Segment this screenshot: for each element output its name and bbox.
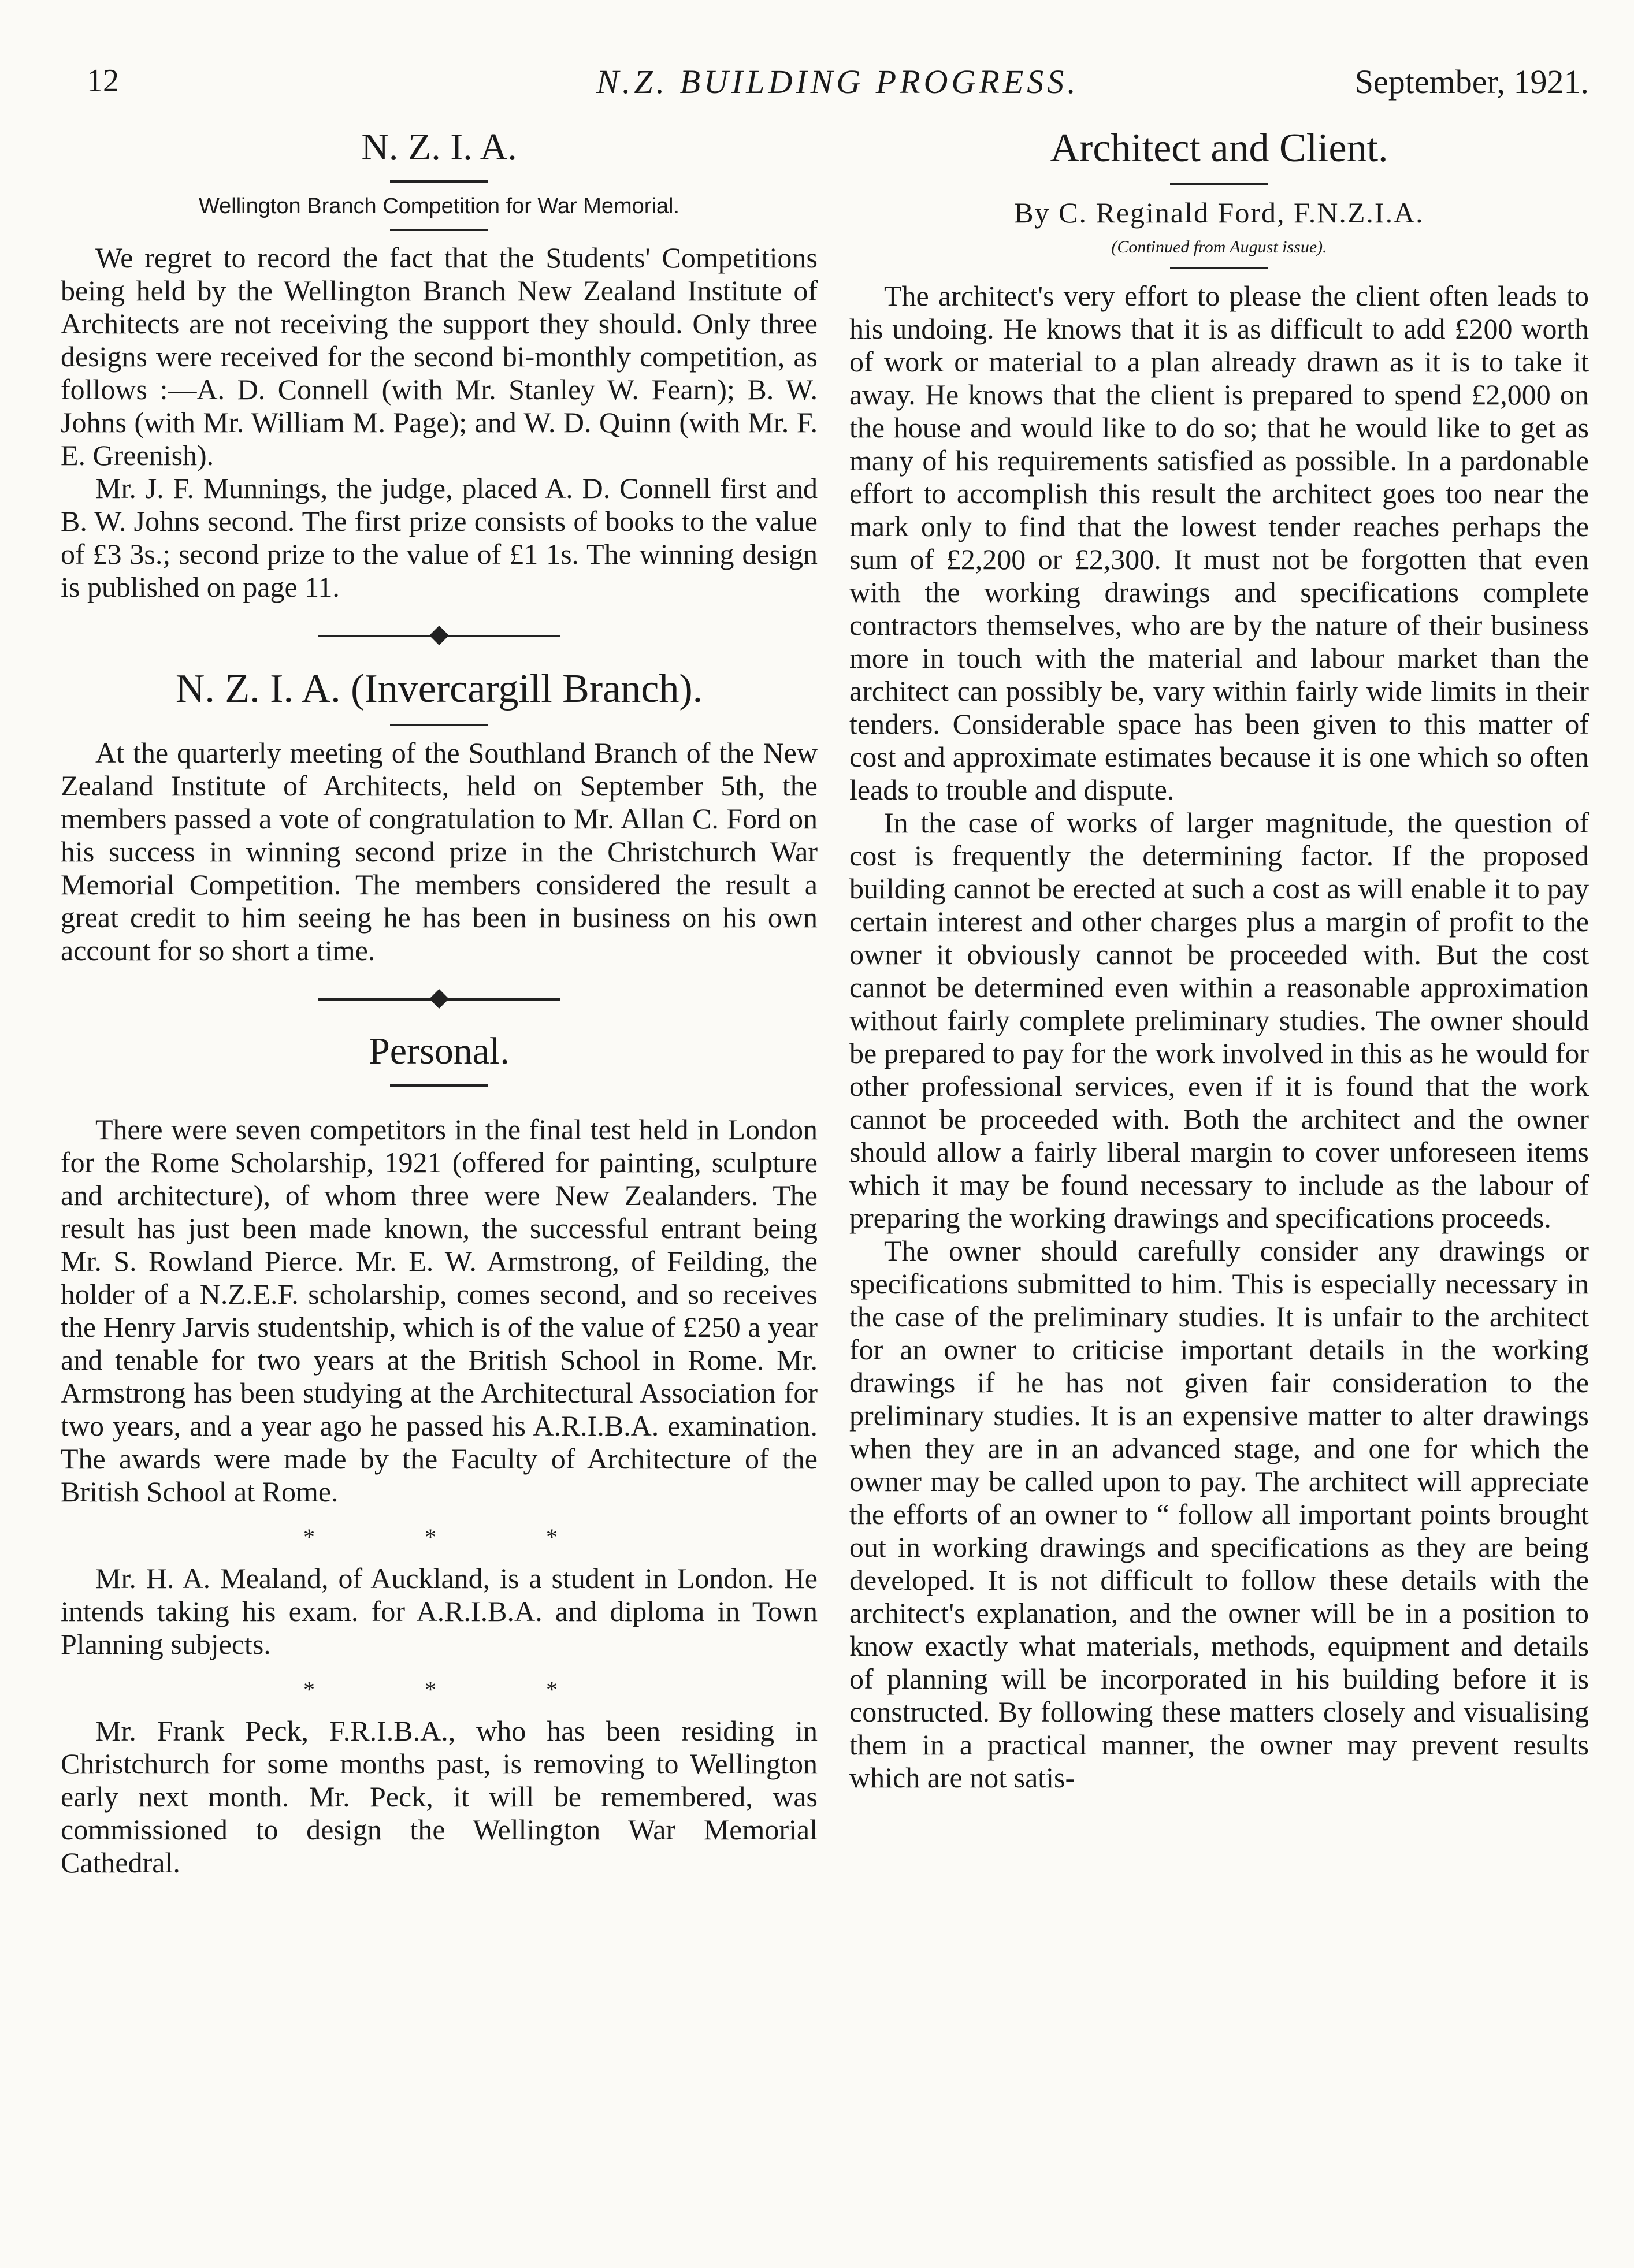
section-divider bbox=[318, 988, 560, 1011]
article-paragraph: In the case of works of larger magnitude, the question of cost is frequently the determining factor. If the proposed building cannot be erected at such a cost as will enable it to pay certain interest and other charges plus a margin of profit to the owner it obviously cannot be proceeded with. But the cost cannot be determined even within a reasonable approximation without fairly complete preliminary studies. The owner should be prepared to pay for the work involved in this as he would for other professional services, even if it is found that the work cannot be proceeded with. Both the architect and the owner should allow a fairly liberal margin to cover unforeseen items which it may be found necessary to include as the labour of preparing the working drawings and specifications proceeds. bbox=[849, 806, 1589, 1234]
heading-rule bbox=[390, 1084, 488, 1087]
publication-title: N.Z. BUILDING PROGRESS. bbox=[596, 63, 1079, 101]
article-paragraph: Mr. J. F. Munnings, the judge, placed A. D. Connell first and B. W. Johns second. The first prize consists of books to the value of £3 3s.; second prize to the value of £1 1s. The winning design is published on page 11. bbox=[61, 472, 818, 604]
article-title: Architect and Client. bbox=[1050, 126, 1388, 170]
heading-rule bbox=[1170, 183, 1268, 185]
continued-note: (Continued from August issue). bbox=[1111, 237, 1327, 256]
heading-rule bbox=[390, 180, 488, 183]
page-header bbox=[87, 62, 1589, 114]
personal-heading: Personal. bbox=[369, 1030, 510, 1073]
article-paragraph: The architect's very effort to please the client often leads to his undoing. He knows that it is as difficult to add £200 worth of work or material to a plan already drawn as it is to take it away. He knows that the client is prepared to spend £2,000 on the house and would like to do so; that he would like to get as many of his requirements satisfied as possible. In a pardonable effort to accomplish this result the architect goes too near the mark only to find that the lowest tender reaches perhaps the sum of £2,200 or £2,300. It must not be forgotten that even with the working drawings and specifications complete contractors themselves, who are by the nature of their business more in touch with the material and labour market than the architect can possibly be, vary within fairly wide limits in their tenders. Considerable space has been given to this matter of cost and approximate estimates because it is one which so often leads to trouble and dispute. bbox=[849, 280, 1589, 806]
diamond-ornament-icon bbox=[429, 989, 449, 1009]
article-paragraph: Mr. H. A. Mealand, of Auckland, is a student in London. He intends taking his exam. for A.R.I.B.A. and diploma in Town Planning subjects. bbox=[61, 1562, 818, 1661]
invercargill-heading: N. Z. I. A. (Invercargill Branch). bbox=[175, 667, 703, 712]
article-paragraph: Mr. Frank Peck, F.R.I.B.A., who has been residing in Christchurch for some months past, is removing to Wellington early next month. Mr. Peck, it will be remembered, was commissioned to design the Wellington War Memorial Cathedral. bbox=[61, 1715, 818, 1879]
right-column bbox=[849, 124, 1589, 1794]
heading-rule bbox=[1170, 267, 1268, 269]
nzia-section bbox=[61, 124, 818, 604]
article-paragraph: At the quarterly meeting of the Southland Branch of the New Zealand Institute of Architects, held on September 5th, the members passed a vote of congratulation to Mr. Allan C. Ford on his success in winning second prize in the Christchurch War Memorial Competition. The members considered the result a great credit to him seeing he has been in business on his own account for so short a time. bbox=[61, 737, 818, 967]
article-paragraph: We regret to record the fact that the Students' Competitions being held by the Wellington Branch New Zealand Institute of Architects are not receiving the support they should. Only three designs were received for the second bi-monthly competition, as follows :—A. D. Connell (with Mr. Stanley W. Fearn); B. W. Johns (with Mr. William M. Page); and W. D. Quinn (with Mr. F. E. Greenish). bbox=[61, 241, 818, 472]
asterism-separator: * * * bbox=[303, 1524, 610, 1551]
page-number: 12 bbox=[87, 63, 119, 99]
article-paragraph: The owner should carefully consider any drawings or specifications submitted to him. This is especially necessary in the case of the preliminary studies. It is unfair to the architect for an owner to criticise important details in the working drawings if he has not given fair consideration to the preliminary studies. It is an expensive matter to alter drawings when they are in an advanced stage, and one for which the owner may be called upon to pay. The architect will appreciate the efforts of an owner to “ follow all important points brought out in working drawings and specifications as they are being developed. It is not difficult to follow these details with the architect's explanation, and the owner will be in a position to know exactly what materials, methods, equipment and details of planning will be incorporated in his building before it is constructed. By following these matters closely and visualising them in a practical manner, the owner may prevent results which are not satis- bbox=[849, 1235, 1589, 1794]
issue-date: September, 1921. bbox=[1354, 63, 1589, 101]
personal-section bbox=[61, 1028, 818, 1879]
asterism-separator: * * * bbox=[303, 1676, 610, 1703]
architect-client-article bbox=[849, 124, 1589, 1794]
diamond-ornament-icon bbox=[429, 626, 449, 645]
section-divider bbox=[318, 624, 560, 648]
left-column bbox=[61, 124, 818, 1879]
heading-rule bbox=[390, 724, 488, 726]
article-paragraph: There were seven competitors in the final test held in London for the Rome Scholarship, 1921 (offered for painting, sculpture and architecture), of whom three were New Zealanders. The result has just been made known, the successful entrant being Mr. S. Rowland Pierce. Mr. E. W. Armstrong, of Feilding, the holder of a N.Z.E.F. scholarship, comes second, and so receives the Henry Jarvis studentship, which is of the value of £250 a year and tenable for two years at the British School in Rome. Mr. Armstrong has been studying at the Architectural Association for two years, and a year ago he passed his A.R.I.B.A. examination. The awards were made by the Faculty of Architecture of the British School at Rome. bbox=[61, 1113, 818, 1508]
invercargill-section bbox=[61, 665, 818, 967]
article-byline: By C. Reginald Ford, F.N.Z.I.A. bbox=[1014, 196, 1424, 229]
nzia-subheading: Wellington Branch Competition for War Memorial. bbox=[198, 194, 680, 219]
heading-rule bbox=[390, 229, 488, 231]
nzia-heading: N. Z. I. A. bbox=[361, 126, 517, 168]
